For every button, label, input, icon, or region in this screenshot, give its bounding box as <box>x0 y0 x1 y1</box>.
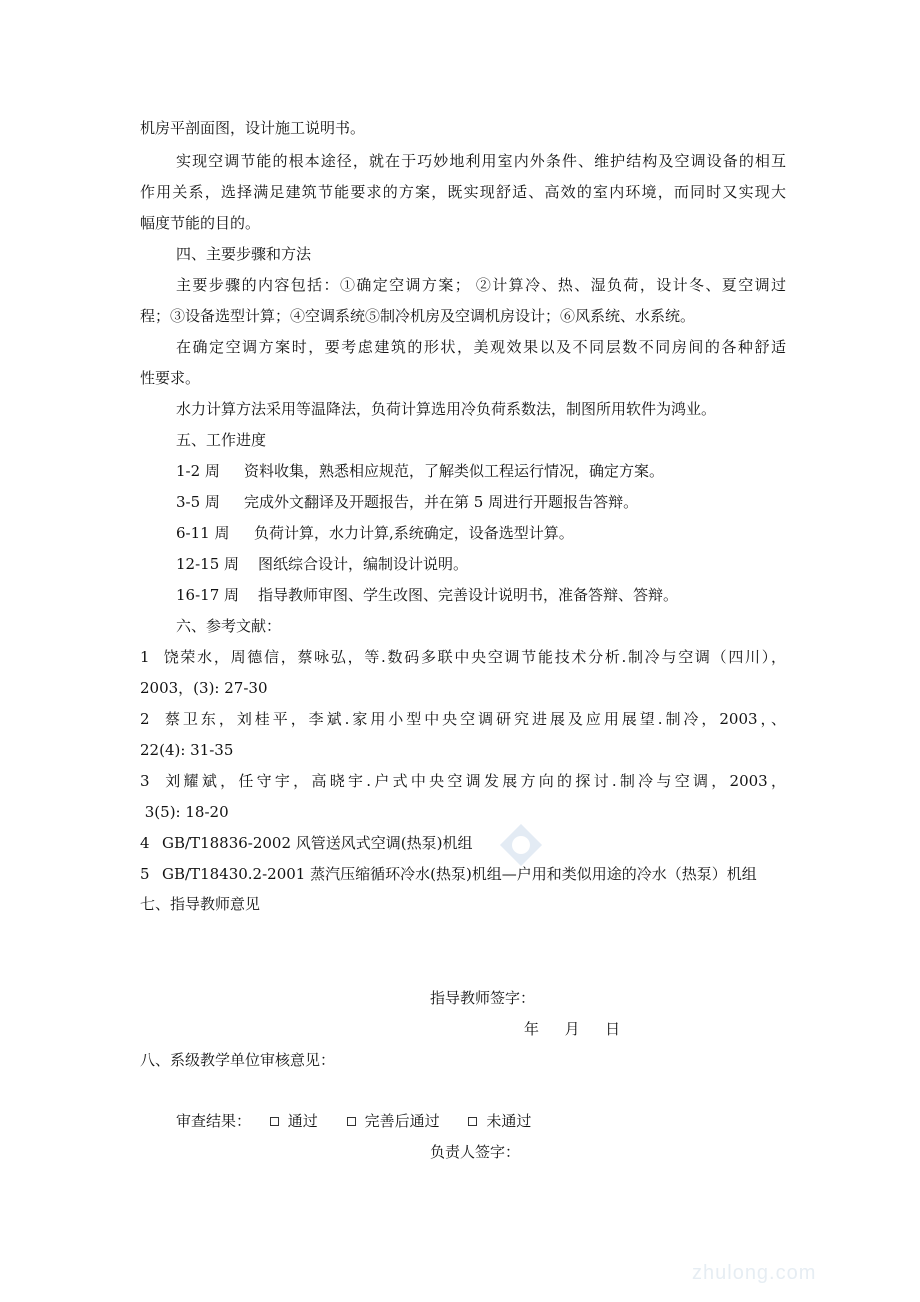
checkbox-icon[interactable] <box>270 1117 279 1126</box>
review-result-label: 审查结果： <box>176 1112 252 1130</box>
date-day: 日 <box>605 1020 621 1038</box>
paragraph-line: 幅度节能的目的。 <box>140 214 261 232</box>
paragraph-line: 在确定空调方案时，要考虑建筑的形状，美观效果以及不同层数不同房间的各种舒适 <box>176 338 786 356</box>
reference-number: 3 <box>140 772 150 790</box>
section-heading-6: 六、参考文献： <box>176 617 282 635</box>
section-heading-7: 七、指导教师意见 <box>140 895 261 913</box>
section-heading-5: 五、工作进度 <box>176 431 267 449</box>
reference-number: 1 <box>140 648 150 666</box>
option-label: 未通过 <box>486 1112 532 1130</box>
review-option-pass-after-revision[interactable] <box>347 1111 440 1131</box>
schedule-item <box>176 585 678 605</box>
section-heading-8: 八、系级教学单位审核意见： <box>140 1051 336 1069</box>
watermark-text: zhulong.com <box>692 1262 817 1284</box>
paragraph-line: 主要步骤的内容包括：①确定空调方案； ②计算冷、热、湿负荷，设计冬、夏空调过 <box>176 276 786 294</box>
review-option-pass[interactable] <box>270 1111 318 1131</box>
schedule-task: 资料收集，熟悉相应规范，了解类似工程运行情况，确定方案。 <box>244 462 665 480</box>
schedule-item <box>176 523 574 543</box>
paragraph-line: 水力计算方法采用等温降法，负荷计算选用冷负荷系数法，制图所用软件为鸿业。 <box>176 400 717 418</box>
reference-text: GB/T18836-2002 风管送风式空调(热泵)机组 <box>162 834 473 852</box>
schedule-task: 负荷计算，水力计算,系统确定，设备选型计算。 <box>254 524 574 542</box>
schedule-task: 指导教师审图、学生改图、完善设计说明书，准备答辩、答辩。 <box>258 586 679 604</box>
schedule-weeks: 3-5 周 <box>176 493 220 511</box>
paragraph-line: 实现空调节能的根本途径，就在于巧妙地利用室内外条件、维护结构及空调设备的相互 <box>176 152 786 170</box>
watermark-logo-icon <box>498 822 544 868</box>
teacher-signature-label: 指导教师签字： <box>430 989 536 1007</box>
schedule-weeks: 6-11 周 <box>176 524 230 542</box>
reference-line <box>140 647 786 667</box>
paragraph-line: 作用关系，选择满足建筑节能要求的方案，既实现舒适、高效的室内环境，而同时又实现大 <box>140 183 786 201</box>
schedule-weeks: 1-2 周 <box>176 462 220 480</box>
text-line: 机房平剖面图，设计施工说明书。 <box>140 119 366 137</box>
review-option-fail[interactable] <box>468 1111 531 1131</box>
schedule-item <box>176 461 664 481</box>
schedule-weeks: 16-17 周 <box>176 586 240 604</box>
reference-line <box>140 771 786 791</box>
schedule-task: 完成外文翻译及开题报告，并在第 5 周进行开题报告答辩。 <box>244 493 639 511</box>
schedule-item <box>176 554 468 574</box>
schedule-item <box>176 492 638 512</box>
paragraph-line: 性要求。 <box>140 369 201 387</box>
paragraph-line: 程；③设备选型计算；④空调系统⑤制冷机房及空调机房设计；⑥风系统、水系统。 <box>140 307 696 325</box>
reference-text: 蔡卫东，刘桂平，李斌.家用小型中央空调研究进展及应用展望.制冷，2003，、 <box>162 710 786 728</box>
reference-text: GB/T18430.2-2001 蒸汽压缩循环冷水(热泵)机组—户用和类似用途的冷水（热泵）机组 <box>162 865 757 883</box>
review-result-row <box>176 1111 555 1131</box>
date-year: 年 <box>524 1020 540 1038</box>
reference-line <box>140 709 786 729</box>
section-heading-4: 四、主要步骤和方法 <box>176 245 312 263</box>
option-label: 完善后通过 <box>364 1112 440 1130</box>
responsible-signature-label: 负责人签字： <box>430 1143 521 1161</box>
reference-line: 3(5): 18-20 <box>140 803 229 821</box>
schedule-task: 图纸综合设计，编制设计说明。 <box>258 555 469 573</box>
option-label: 通过 <box>287 1112 318 1130</box>
reference-text: 饶荣水，周德信，蔡咏弘，等.数码多联中央空调节能技术分析.制冷与空调（四川）， <box>162 648 786 666</box>
reference-number: 5 <box>140 865 150 883</box>
reference-line: 2003，(3): 27-30 <box>140 679 268 697</box>
schedule-weeks: 12-15 周 <box>176 555 240 573</box>
checkbox-icon[interactable] <box>347 1117 356 1126</box>
reference-number: 2 <box>140 710 150 728</box>
reference-text: 刘耀斌，任守宇，高晓宇.户式中央空调发展方向的探讨.制冷与空调，2003， <box>162 772 786 790</box>
reference-line <box>140 864 757 884</box>
date-line <box>524 1019 620 1039</box>
reference-line: 22(4): 31-35 <box>140 741 234 759</box>
reference-number: 4 <box>140 834 150 852</box>
checkbox-icon[interactable] <box>468 1117 477 1126</box>
reference-line <box>140 833 473 853</box>
date-month: 月 <box>564 1020 580 1038</box>
